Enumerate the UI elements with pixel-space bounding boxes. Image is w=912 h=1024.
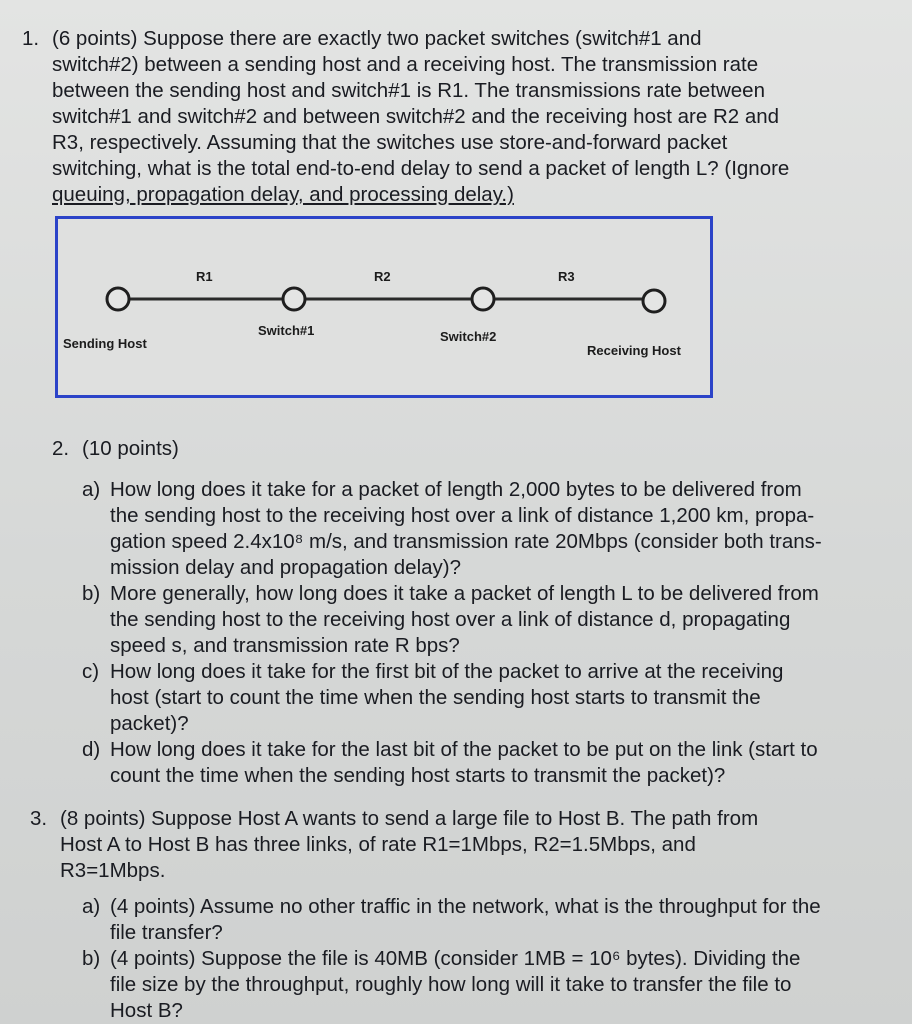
part-line: How long does it take for the first bit of the packet to arrive at the receiving — [110, 660, 784, 683]
question-1-line: queuing, propagation delay, and processing delay.) — [52, 183, 514, 206]
question-3-number: 3. — [30, 807, 48, 830]
link-label-r1: R1 — [196, 269, 213, 284]
question-2-number: 2. — [52, 437, 70, 460]
question-1 — [22, 26, 882, 208]
question-2a — [82, 477, 882, 581]
part-letter: a) — [82, 478, 101, 501]
switch-1-node — [283, 288, 305, 310]
question-1-line: switch#1 and switch#2 and between switch#2 and the receiving host are R2 and — [52, 105, 780, 128]
question-1-line: switching, what is the total end-to-end delay to send a packet of length L? (Ignore — [52, 157, 790, 180]
question-1-line: (6 points) Suppose there are exactly two packet switches (switch#1 and — [52, 27, 702, 50]
question-2-points: (10 points) — [82, 437, 179, 460]
part-line: host (start to count the time when the sending host starts to transmit the — [110, 686, 761, 709]
part-line: the sending host to the receiving host over a link of distance 1,200 km, propa- — [110, 504, 815, 527]
part-letter: b) — [82, 947, 101, 970]
question-2c — [82, 659, 882, 737]
question-1-text — [52, 26, 882, 208]
question-3-line: (8 points) Suppose Host A wants to send a large file to Host B. The path from — [60, 807, 759, 830]
part-line: count the time when the sending host starts to transmit the packet)? — [110, 764, 726, 787]
question-2 — [52, 436, 882, 789]
part-line: (4 points) Assume no other traffic in the network, what is the throughput for the — [110, 895, 821, 918]
question-2b — [82, 581, 882, 659]
node-label-receiving-host: Receiving Host — [587, 343, 681, 358]
question-2-header — [52, 436, 882, 462]
part-line: How long does it take for a packet of length 2,000 bytes to be delivered from — [110, 478, 802, 501]
question-3-header — [30, 806, 882, 884]
link-label-r3: R3 — [558, 269, 575, 284]
question-2d — [82, 737, 882, 789]
part-line: mission delay and propagation delay)? — [110, 556, 462, 579]
question-1-line: R3, respectively. Assuming that the switches use store-and-forward packet — [52, 131, 728, 154]
question-3-line: R3=1Mbps. — [60, 859, 166, 882]
question-3-line: Host A to Host B has three links, of rate R1=1Mbps, R2=1.5Mbps, and — [60, 833, 696, 856]
part-line: How long does it take for the last bit of the packet to be put on the link (start to — [110, 738, 818, 761]
question-2-parts — [82, 477, 882, 789]
part-line: More generally, how long does it take a packet of length L to be delivered from — [110, 582, 819, 605]
part-line: the sending host to the receiving host over a link of distance d, propagating — [110, 608, 791, 631]
receiving-host-node — [643, 290, 665, 312]
part-letter: b) — [82, 582, 101, 605]
link-label-r2: R2 — [374, 269, 391, 284]
question-3-parts — [82, 894, 882, 1024]
sending-host-node — [107, 288, 129, 310]
part-line: file transfer? — [110, 921, 223, 944]
question-3b — [82, 946, 882, 1024]
network-links-svg — [58, 219, 710, 395]
question-3a — [82, 894, 882, 946]
question-3 — [30, 806, 882, 1024]
part-letter: c) — [82, 660, 100, 683]
part-line: file size by the throughput, roughly how long will it take to transfer the file to — [110, 973, 792, 996]
part-letter: d) — [82, 738, 101, 761]
part-letter: a) — [82, 895, 101, 918]
part-line: speed s, and transmission rate R bps? — [110, 634, 460, 657]
node-label-switch-2: Switch#2 — [440, 329, 497, 344]
part-line: packet)? — [110, 712, 189, 735]
question-1-line: switch#2) between a sending host and a receiving host. The transmission rate — [52, 53, 759, 76]
switch-2-node — [472, 288, 494, 310]
question-1-number: 1. — [22, 27, 40, 50]
part-line: gation speed 2.4x10⁸ m/s, and transmission rate 20Mbps (consider both trans- — [110, 530, 822, 553]
node-label-switch-1: Switch#1 — [258, 323, 315, 338]
part-line: (4 points) Suppose the file is 40MB (consider 1MB = 10⁶ bytes). Dividing the — [110, 947, 801, 970]
question-1-line: between the sending host and switch#1 is R1. The transmissions rate between — [52, 79, 765, 102]
part-line: Host B? — [110, 999, 183, 1022]
node-label-sending-host: Sending Host — [63, 336, 147, 351]
network-diagram — [55, 216, 713, 398]
